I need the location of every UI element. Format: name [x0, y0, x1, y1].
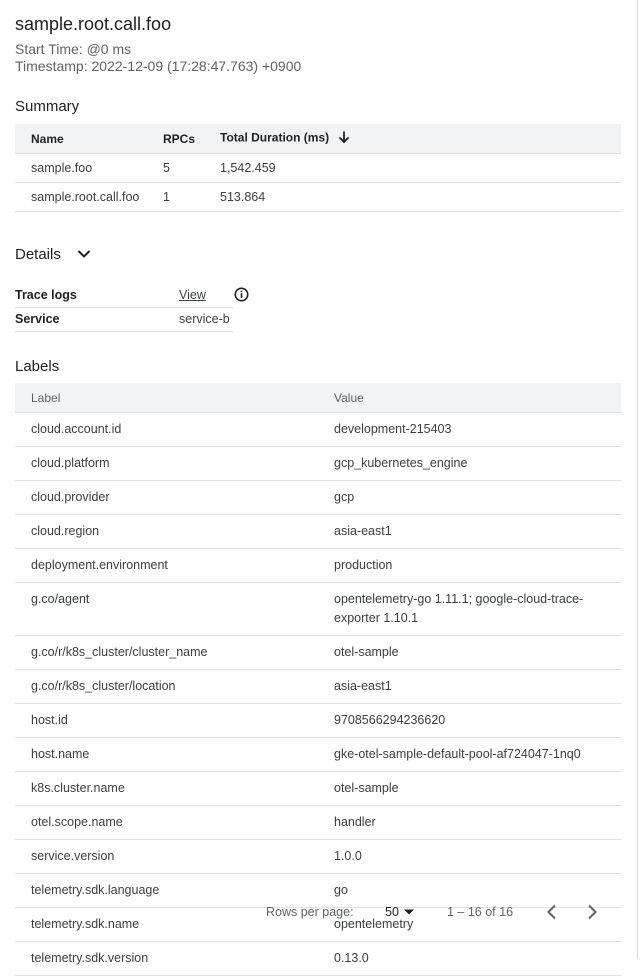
- summary-table: [15, 124, 621, 212]
- service-label: Service: [15, 312, 60, 326]
- summary-name: sample.root.call.foo: [15, 183, 147, 212]
- span-title: sample.root.call.foo: [15, 14, 172, 34]
- summary-duration: 1,542.459: [204, 154, 621, 183]
- trace-logs-row: [15, 288, 235, 308]
- label-value: asia-east1: [318, 670, 621, 704]
- service-value: service-b: [179, 312, 230, 326]
- timestamp: Timestamp: 2022-12-09 (17:28:47.763) +0900: [15, 58, 302, 74]
- label-key: deployment.environment: [15, 549, 318, 583]
- details-heading: Details: [15, 246, 61, 263]
- table-row: [15, 481, 621, 515]
- summary-rpcs: 1: [147, 183, 204, 212]
- service-row: [15, 312, 235, 332]
- col-duration-header[interactable]: [204, 124, 621, 154]
- info-icon[interactable]: [234, 287, 249, 305]
- summary-rpcs: 5: [147, 154, 204, 183]
- col-name-header[interactable]: Name: [15, 124, 147, 154]
- scrollbar-track: [637, 0, 638, 959]
- label-key: telemetry.sdk.language: [15, 874, 318, 908]
- rows-per-page-select[interactable]: [385, 903, 415, 921]
- label-value: development-215403: [318, 413, 621, 447]
- chevron-down-icon: [77, 246, 91, 263]
- table-row: [15, 413, 621, 447]
- label-value: gcp: [318, 481, 621, 515]
- summary-name: sample.foo: [15, 154, 147, 183]
- label-value: otel-sample: [318, 636, 621, 670]
- summary-header-row: [15, 124, 621, 154]
- table-row: [15, 549, 621, 583]
- label-key: g.co/agent: [15, 583, 318, 636]
- label-value: 9708566294236620: [318, 704, 621, 738]
- label-key: cloud.provider: [15, 481, 318, 515]
- summary-heading: Summary: [15, 98, 80, 115]
- summary-duration: 513.864: [204, 183, 621, 212]
- table-row: [15, 670, 621, 704]
- label-key: telemetry.sdk.name: [15, 908, 318, 942]
- labels-heading: Labels: [15, 358, 60, 375]
- label-value: gcp_kubernetes_engine: [318, 447, 621, 481]
- label-value: opentelemetry-go 1.11.1; google-cloud-trace-exporter 1.10.1: [318, 583, 621, 636]
- table-row: [15, 840, 621, 874]
- label-value: 1.0.0: [318, 840, 621, 874]
- trace-logs-view-link[interactable]: View: [179, 288, 206, 302]
- details-toggle[interactable]: [15, 246, 91, 263]
- label-value: otel-sample: [318, 772, 621, 806]
- labels-header-row: [15, 383, 621, 413]
- label-key: k8s.cluster.name: [15, 772, 318, 806]
- label-key: cloud.account.id: [15, 413, 318, 447]
- caret-down-icon: [403, 905, 415, 919]
- table-row: [15, 738, 621, 772]
- rows-per-page-label: Rows per page:: [266, 905, 354, 919]
- label-key: g.co/r/k8s_cluster/location: [15, 670, 318, 704]
- label-key: host.id: [15, 704, 318, 738]
- labels-table: [15, 383, 621, 976]
- table-row: [15, 583, 621, 636]
- label-key: cloud.region: [15, 515, 318, 549]
- rows-per-page-value: 50: [385, 905, 399, 919]
- label-value: production: [318, 549, 621, 583]
- col-label-header: Label: [15, 383, 318, 413]
- label-key: cloud.platform: [15, 447, 318, 481]
- label-value: handler: [318, 806, 621, 840]
- table-row[interactable]: [15, 183, 621, 212]
- trace-logs-label: Trace logs: [15, 288, 77, 302]
- table-row: [15, 772, 621, 806]
- table-row[interactable]: [15, 154, 621, 183]
- table-row: [15, 447, 621, 481]
- chevron-left-icon[interactable]: [544, 903, 560, 924]
- col-rpcs-header[interactable]: RPCs: [147, 124, 204, 154]
- label-value: 0.13.0: [318, 942, 621, 976]
- label-key: g.co/r/k8s_cluster/cluster_name: [15, 636, 318, 670]
- table-row: [15, 636, 621, 670]
- label-key: service.version: [15, 840, 318, 874]
- start-time: Start Time: @0 ms: [15, 41, 132, 57]
- divider: [15, 307, 233, 308]
- label-value: go: [318, 874, 621, 908]
- label-value: asia-east1: [318, 515, 621, 549]
- label-value: opentelemetry: [318, 908, 621, 942]
- col-duration-label: Total Duration (ms): [220, 130, 330, 145]
- table-row: [15, 806, 621, 840]
- page-range: 1 – 16 of 16: [447, 905, 514, 919]
- table-row: [15, 704, 621, 738]
- label-key: telemetry.sdk.version: [15, 942, 318, 976]
- pagination: [0, 903, 640, 923]
- label-key: host.name: [15, 738, 318, 772]
- divider: [15, 331, 233, 332]
- table-row: [15, 515, 621, 549]
- label-value: gke-otel-sample-default-pool-af724047-1nq0: [318, 738, 621, 772]
- label-key: otel.scope.name: [15, 806, 318, 840]
- col-value-header: Value: [318, 383, 621, 413]
- arrow-down-icon: [337, 130, 351, 147]
- chevron-right-icon[interactable]: [584, 903, 600, 924]
